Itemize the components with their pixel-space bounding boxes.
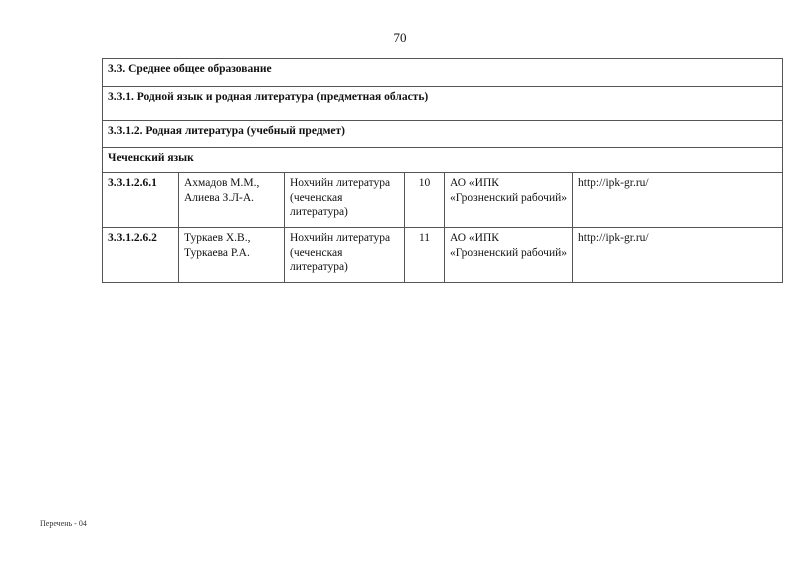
item-grade: 10 [405, 173, 445, 228]
item-code: 3.3.1.2.6.1 [103, 173, 179, 228]
footer-label: Перечень - 04 [40, 519, 87, 528]
item-publisher: АО «ИПК «Грозненский рабочий» [445, 173, 573, 228]
section-row [103, 121, 783, 148]
section-row [103, 59, 783, 87]
subject-area-heading: 3.3.1. Родной язык и родная литература (предметная область) [103, 87, 783, 121]
table-row [103, 228, 783, 283]
page-number: 70 [393, 30, 407, 45]
section-heading: 3.3. Среднее общее образование [103, 59, 783, 87]
table-row [103, 173, 783, 228]
item-authors: Ахмадов М.М., Алиева З.Л-А. [179, 173, 285, 228]
item-url: http://ipk-gr.ru/ [573, 228, 783, 283]
textbook-table [102, 58, 783, 283]
section-row [103, 87, 783, 121]
subject-heading: 3.3.1.2. Родная литература (учебный предмет) [103, 121, 783, 148]
item-title: Нохчийн литература (чеченская литература) [285, 173, 405, 228]
item-publisher: АО «ИПК «Грозненский рабочий» [445, 228, 573, 283]
item-grade: 11 [405, 228, 445, 283]
item-title: Нохчийн литература (чеченская литература) [285, 228, 405, 283]
item-code: 3.3.1.2.6.2 [103, 228, 179, 283]
item-url: http://ipk-gr.ru/ [573, 173, 783, 228]
section-row [103, 148, 783, 173]
item-authors: Туркаев Х.В., Туркаева Р.А. [179, 228, 285, 283]
language-heading: Чеченский язык [103, 148, 783, 173]
